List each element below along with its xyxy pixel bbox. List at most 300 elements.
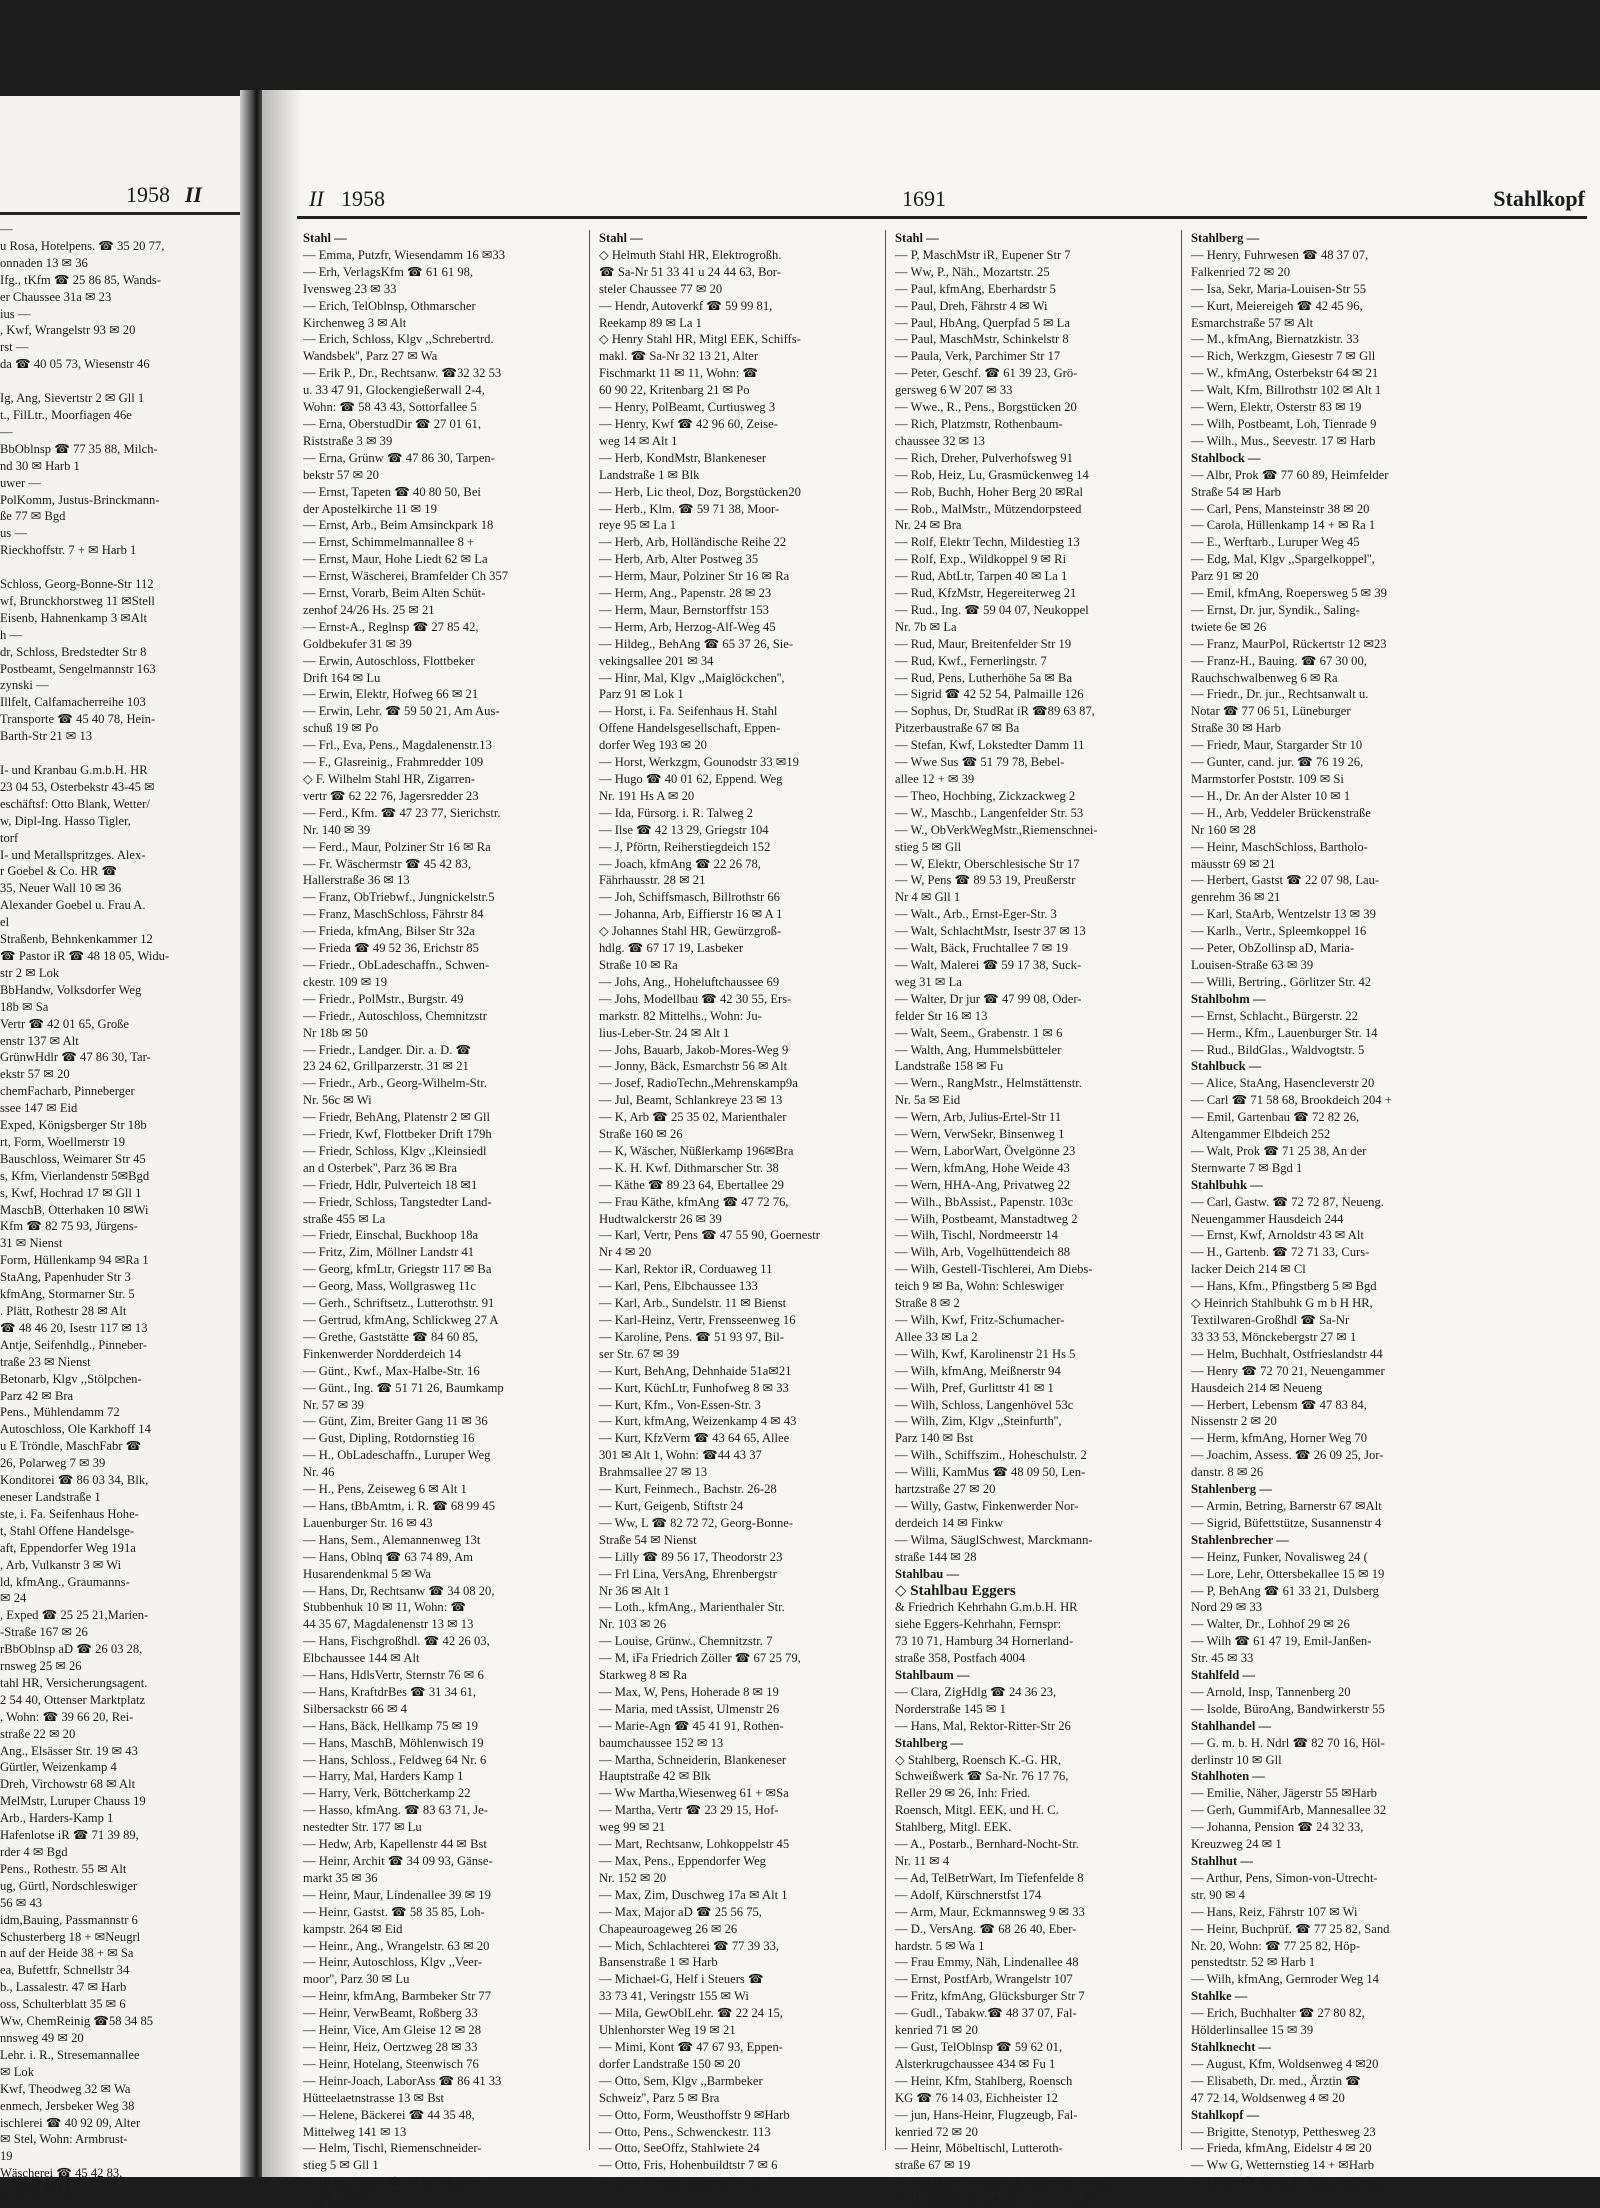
directory-entry-line: — Lilly ☎ 89 56 17, Theodorstr 23: [599, 1549, 783, 1564]
directory-entry-line: — Karl-Heinz, Vertr, Frensseenweg 16: [599, 1313, 796, 1327]
directory-entry-line: — Frl Lina, VersAng, Ehrenbergstr: [599, 1566, 777, 1581]
directory-entry-line: — Paul, Dreh, Fährstr 4 ✉ Wi: [895, 298, 1048, 313]
directory-entry-line: — H., Pens, Zeiseweg 6 ✉ Alt 1: [303, 1482, 467, 1497]
directory-entry-line: hartzstraße 27 ✉ 20: [895, 1482, 996, 1497]
directory-entry-line: dorfer Weg 193 ✉ 20: [599, 738, 707, 753]
directory-entry-line: Illfelt, Calfamacherreihe 103: [0, 695, 146, 710]
directory-entry-line: weg 14 ✉ Alt 1: [599, 433, 678, 448]
directory-entry-line: — Max, Pens., Eppendorfer Weg: [599, 1854, 766, 1868]
directory-entry-line: — Ernst, Maur, Hohe Liedt 62 ✉ La: [303, 552, 488, 567]
directory-entry-line: — Wilh, Postbeamt, Manstadtweg 2: [895, 1211, 1078, 1226]
directory-entry-line: — Walt, SchlachtMstr, Isestr 37 ✉ 13: [895, 924, 1086, 939]
directory-entry-line: n auf der Heide 38 + ✉ Sa: [0, 1946, 134, 1961]
directory-entry-line: , Wohn: ☎ 39 66 20, Rei-: [0, 1709, 134, 1724]
directory-entry-line: Stahlfeld —: [1191, 1668, 1256, 1683]
directory-entry-line: Textilwaren-Großhdl ☎ Sa-Nr: [1191, 1313, 1350, 1327]
directory-entry-line: — H., ObLadeschaffn., Luruper Weg: [303, 1448, 491, 1463]
directory-entry-line: — Friedr, Schloss, Tangstedter Land-: [303, 1194, 492, 1209]
directory-entry-line: — Erwin, Autoschloss, Flottbeker: [303, 653, 475, 668]
directory-entry-line: — Johs, Bauarb, Jakob-Mores-Weg 9: [599, 1042, 789, 1057]
directory-entry-line: ◇ F. Wilhelm Stahl HR, Zigarren-: [303, 772, 475, 786]
directory-entry-line: — D., VersAng. ☎ 68 26 40, Eber-: [895, 1921, 1077, 1936]
directory-entry-line: — Ilse ☎ 42 13 29, Griegstr 104: [599, 822, 769, 837]
directory-entry-line: weg 31 ✉ La: [895, 974, 962, 989]
right-page-volume: II: [309, 186, 324, 211]
directory-entry-line: Kreuzweg 24 ✉ 1: [1191, 1837, 1282, 1852]
directory-entry-line: Nr. 191 Hs A ✉ 20: [599, 788, 695, 803]
directory-entry-line: Altengammer Elbdeich 252: [1191, 1127, 1331, 1142]
directory-entry-line: — Rud., Ing. ☎ 59 04 07, Neukoppel: [895, 602, 1089, 617]
directory-entry-line: — Johs, Ang., Hoheluftchaussee 69: [599, 974, 780, 989]
directory-entry-line: ◇ Stahlbau Eggers: [895, 1582, 1016, 1599]
directory-entry-line: — Sigrid ☎ 42 52 54, Palmaille 126: [895, 687, 1084, 702]
directory-entry-line: — Wwe Sus ☎ 51 79 78, Bebel-: [895, 755, 1065, 770]
directory-entry-line: stieg 5 ✉ Gll: [895, 839, 962, 854]
directory-entry-line: — Ernst, Dr. jur, Syndik., Saling-: [1191, 602, 1360, 617]
directory-entry-line: — Wilh, Kwf, Fritz-Schumacher-: [895, 1313, 1065, 1327]
directory-entry-line: — Gunter, cand. jur. ☎ 76 19 26,: [1191, 755, 1364, 770]
directory-entry-line: — Kurt, BehAng, Dehnhaide 51a✉21: [599, 1363, 792, 1378]
directory-entry-line: Nord 29 ✉ 33: [1191, 1600, 1263, 1615]
directory-entry-line: — Friedr, Schloss, Klgv ,,Kleinsiedl: [303, 1143, 487, 1158]
directory-entry-line: enmech, Jersbeker Weg 38: [0, 2098, 135, 2113]
directory-entry-line: — Herm., Kfm., Lauenburger Str. 14: [1191, 1025, 1378, 1040]
directory-entry-line: — Friedr., Dr. jur., Rechtsanwalt u.: [1191, 687, 1369, 702]
directory-entry-line: — Adolf, Kürschnerstfst 174: [895, 1887, 1042, 1902]
directory-entry-line: Parz 140 ✉ Bst: [895, 1431, 974, 1446]
directory-entry-line: 47 72 14, Woldsenweg 4 ✉ 20: [1191, 2090, 1345, 2105]
directory-entry-line: rst —: [0, 340, 29, 355]
directory-entry-line: — Joachim, Assess. ☎ 26 09 25, Jor-: [1191, 1448, 1384, 1463]
left-page: [0, 96, 240, 2198]
directory-entry-line: ug, Gürtl, Nordschleswiger: [0, 1878, 138, 1893]
directory-entry-line: — Harry, Mal, Harders Kamp 1: [303, 1769, 464, 1784]
directory-entry-line: nestedter Str. 177 ✉ Lu: [303, 1820, 422, 1835]
directory-entry-line: — Kurt, KüchLtr, Funhofweg 8 ✉ 33: [599, 1380, 789, 1395]
directory-entry-line: Kwf, Theodweg 32 ✉ Wa: [0, 2081, 131, 2096]
directory-entry-line: kfmAng, Stormarner Str. 5: [0, 1287, 135, 1302]
directory-entry-line: BbOblnsp ☎ 77 35 88, Milch-: [0, 441, 158, 456]
directory-entry-line: s, Kfm, Vierlandenstr 5✉Bgd: [0, 1168, 150, 1183]
directory-entry-line: Nr. 103 ✉ 26: [599, 1617, 667, 1632]
directory-entry-line: traße 36 ✉ 13: [0, 2183, 71, 2198]
directory-entry-line: — Günt., Ing. ☎ 51 71 26, Baumkamp: [303, 1380, 504, 1395]
directory-entry-line: Wohn: ☎ 58 43 43, Sottorfallee 5: [303, 400, 477, 415]
directory-entry-line: — Emil, Gartenbau ☎ 72 82 26,: [1191, 1110, 1360, 1125]
directory-entry-line: — Ww, L ☎ 82 72 72, Georg-Bonne-: [599, 1515, 794, 1530]
directory-entry-line: Fährhausstr. 28 ✉ 21: [599, 873, 706, 888]
directory-entry-line: — Willi, Bertring., Görlitzer Str. 42: [1191, 974, 1372, 989]
directory-entry-line: torf: [0, 830, 19, 845]
directory-entry-line: — Karl, StaArb, Wentzelstr 13 ✉ 39: [1191, 907, 1376, 922]
directory-entry-line: — Franz, ObTriebwf., Jungnickelstr.5: [303, 890, 495, 905]
directory-entry-line: — Heinr, Vice, Am Gleise 12 ✉ 28: [303, 2023, 481, 2038]
directory-entry-line: — Wilh, kfmAng, Gernroder Weg 14: [1191, 1972, 1379, 1987]
directory-entry-line: penstedtstr. 52 ✉ Harb 1: [1191, 1955, 1316, 1970]
directory-entry-line: — Arnold, Insp, Tannenberg 20: [1191, 1684, 1351, 1699]
directory-entry-line: ischlerei ☎ 40 92 09, Alter: [0, 2115, 141, 2130]
directory-entry-line: der Apostelkirche 11 ✉ 19: [303, 501, 437, 516]
directory-entry-line: ld, kfmAng., Graumanns-: [0, 1574, 130, 1589]
directory-entry-line: Straße 54 ✉ Nienst: [599, 1532, 697, 1547]
directory-entry-line: — Carl, Pens, Mansteinstr 38 ✉ 20: [1191, 501, 1370, 516]
directory-entry-line: — Heinr, Maur, Lindenallee 39 ✉ 19: [303, 1887, 491, 1902]
directory-entry-line: — Herm, Maur, Bernstorffstr 153: [599, 602, 769, 617]
directory-entry-line: — Arthur, Pens, Simon-von-Utrecht-: [1191, 1870, 1378, 1885]
directory-entry-line: — Rich, Dreher, Pulverhofsweg 91: [895, 450, 1073, 465]
directory-entry-line: — Otto, Form, Weusthoffstr 9 ✉Harb: [599, 2107, 790, 2122]
directory-entry-line: — Wilh, Schloss, Langenhövel 53c: [895, 1397, 1074, 1412]
directory-entry-line: rnsweg 25 ✉ 26: [0, 1659, 82, 1674]
directory-entry-line: ✉ Stel, Wohn: Armbrust-: [0, 2132, 128, 2147]
directory-entry-line: — Wilh ☎ 61 47 19, Emil-Janßen-: [1191, 1634, 1372, 1649]
directory-entry-line: — Herm, Maur, Polziner Str 16 ✉ Ra: [599, 569, 790, 584]
directory-entry-line: — Maria, med tAssist, Ulmenstr 26: [599, 1701, 780, 1716]
directory-entry-line: — Friedr., Arb., Georg-Wilhelm-Str.: [303, 1076, 487, 1091]
directory-entry-line: Pens., Rothestr. 55 ✉ Alt: [0, 1861, 127, 1876]
directory-entry-line: — Wwe., R., Pens., Borgstücken 20: [895, 400, 1077, 415]
page-keyword: Stahlkopf: [1493, 186, 1585, 211]
directory-entry-line: gersweg 6 W 207 ✉ 33: [895, 383, 1013, 398]
directory-entry-line: — Martha, Schneiderin, Blankeneser: [599, 1752, 787, 1767]
directory-entry-line: — Rud, AbtLtr, Tarpen 40 ✉ La 1: [895, 569, 1068, 584]
directory-entry-line: — Henry ☎ 72 70 21, Neuengammer: [1191, 1363, 1385, 1378]
directory-entry-line: — Heinr, Archit ☎ 34 09 93, Gänse-: [303, 1854, 493, 1868]
directory-entry-line: — Karl, Arb., Sundelstr. 11 ✉ Bienst: [599, 1296, 787, 1311]
directory-column-3: [891, 230, 1177, 2208]
directory-entry-line: ◇ Stahlberg, Roensch K.-G. HR,: [895, 1752, 1062, 1767]
directory-entry-line: Marmstorfer Poststr. 109 ✉ Si: [1191, 772, 1344, 786]
directory-entry-line: Postbeamt, Sengelmannstr 163: [0, 661, 156, 676]
directory-entry-line: — Emma, Putzfr, Wiesendamm 16 ✉33: [303, 247, 506, 262]
directory-entry-line: -Straße 167 ✉ 26: [0, 1625, 88, 1640]
directory-entry-line: — Hedw, Arb, Kapellenstr 44 ✉ Bst: [303, 1837, 487, 1852]
directory-entry-line: — Wern., RangMstr., Helmstättenstr.: [895, 1076, 1082, 1091]
directory-entry-line: Nr. 57 ✉ 39: [303, 1397, 364, 1412]
directory-entry-line: — Josef, RadioTechn.,Mehrenskamp9a: [599, 1076, 798, 1091]
directory-entry-line: — Wilh, Zim, Klgv ,,Steinfurth'',: [895, 1414, 1062, 1429]
directory-entry-line: — Wern, Elektr, Osterstr 83 ✉ 19: [1191, 400, 1362, 415]
directory-entry-line: — Fritz, kfmAng, Glücksburger Str 7: [895, 1989, 1085, 2004]
column-divider: [885, 230, 886, 2150]
directory-entry-line: — Frieda, kfmAng, Bilser Str 32a: [303, 924, 475, 939]
directory-entry-line: 2 54 40, Ottenser Marktplatz: [0, 1692, 146, 1707]
directory-entry-line: Finkenwerder Nordderdeich 14: [303, 1346, 462, 1361]
directory-entry-line: u. 33 47 91, Glockengießerwall 2-4,: [303, 383, 485, 398]
directory-entry-line: — Otto, Stauerv, Hoctenaustr 2 +: [599, 2175, 768, 2190]
directory-entry-line: — Friedr, BehAng, Platenstr 2 ✉ Gll: [303, 1110, 491, 1125]
directory-entry-line: — Loth., kfmAng., Marienthaler Str.: [599, 1600, 785, 1615]
directory-entry-line: Str. 45 ✉ 33: [1191, 1651, 1254, 1666]
directory-entry-line: — Wilh, Gestell-Tischlerei, Am Diebs-: [895, 1262, 1093, 1277]
directory-entry-line: — Lore, Lehr, Ottersbekallee 15 ✉ 19: [1191, 1566, 1385, 1581]
directory-entry-line: Starkweg 8 ✉ Ra: [599, 1668, 687, 1683]
directory-entry-line: — Otto, Sem, Klgv ,,Barmbeker: [599, 2073, 763, 2088]
directory-entry-line: — Isa, Sekr, Maria-Louisen-Str 55: [1191, 281, 1367, 296]
directory-entry-line: BbHandw, Volksdorfer Weg: [0, 982, 142, 997]
directory-entry-line: — Erik P., Dr., Rechtsanw. ☎32 32 53: [303, 366, 502, 381]
directory-entry-line: nd 30 ✉ Harb 1: [0, 458, 80, 473]
directory-entry-line: — F., Glasreinig., Frahmredder 109: [303, 755, 484, 770]
directory-entry-line: Dreh, Virchowstr 68 ✉ Alt: [0, 1777, 136, 1792]
directory-entry-line: mäusstr 69 ✉ 21: [1191, 856, 1276, 871]
directory-entry-line: — Hildeg., BehAng ☎ 65 37 26, Sie-: [599, 636, 794, 651]
directory-entry-line: — Walt, Prok ☎ 71 25 38, An der: [1191, 1143, 1367, 1158]
directory-entry-line: StaAng, Papenhuder Str 3: [0, 1270, 131, 1285]
directory-entry-line: — jun, Heinr, kfmAng, Eidelstedter Weg 2: [895, 2175, 1112, 2190]
directory-entry-line: Straßenb, Behnkenkammer 12: [0, 932, 153, 947]
directory-entry-line: — Wern, kfmAng, Hohe Weide 43: [895, 1160, 1070, 1175]
directory-entry-line: Alexander Goebel u. Frau A.: [0, 898, 146, 913]
directory-entry-line: — Kurt, Kfm., Von-Essen-Str. 3: [599, 1397, 761, 1412]
directory-entry-line: Lauenburger Str. 16 ✉ 43: [303, 1515, 433, 1530]
directory-entry-line: — Paul, MaschMstr, Schinkelstr 8: [895, 332, 1069, 347]
directory-entry-line: — Hans, Oblnq ☎ 63 74 89, Am: [303, 1549, 473, 1564]
directory-entry-line: — Herb, Arb, Holländische Reihe 22: [599, 535, 787, 550]
directory-entry-line: Offene Handelsgesellschaft, Eppen-: [599, 721, 781, 736]
directory-entry-line: — Kurt, Feinmech., Bachstr. 26-28: [599, 1482, 777, 1497]
directory-entry-line: — Henry, Fuhrwesen ☎ 48 37 07,: [1191, 247, 1369, 262]
directory-entry-line: straße 455 ✉ La: [303, 1211, 386, 1226]
directory-entry-line: — Paul, HbAng, Querpfad 5 ✉ La: [895, 315, 1070, 330]
directory-entry-line: eneser Landstraße 1: [0, 1489, 101, 1504]
directory-entry-line: — Wern, HHA-Ang, Privatweg 22: [895, 1177, 1071, 1192]
directory-entry-line: Hudtwalckerstr 26 ✉ 39: [599, 1211, 722, 1226]
directory-entry-line: — Walt., Arb., Ernst-Eger-Str. 3: [895, 907, 1057, 922]
right-page-year: 1958: [341, 186, 385, 211]
directory-entry-line: Nr. 140 ✉ 39: [303, 822, 371, 837]
directory-entry-line: — Friedr, Einschal, Buckhoop 18a: [303, 1228, 479, 1243]
directory-entry-line: — Rolf, Exp., Wildkoppel 9 ✉ Ri: [895, 552, 1067, 567]
directory-entry-line: — Erich, Buchhalter ☎ 27 80 82,: [1191, 2006, 1365, 2021]
directory-entry-line: ckestr. 109 ✉ 19: [303, 974, 388, 989]
directory-entry-line: idm,Bauing, Passmannstr 6: [0, 1912, 138, 1927]
directory-entry-line: Kfm ☎ 82 75 93, Jürgens-: [0, 1219, 138, 1234]
directory-entry-line: Stahlbau —: [895, 1566, 960, 1581]
directory-entry-line: dr, Schloss, Bredstedter Str 8: [0, 644, 147, 659]
directory-entry-line: derlinstr 10 ✉ Gll: [1191, 1752, 1282, 1767]
directory-entry-line: bekstr 57 ✉ 20: [303, 467, 379, 482]
directory-entry-line: — Wilh, Pref, Gurlittstr 41 ✉ 1: [895, 1380, 1054, 1395]
directory-entry-line: — Carl, Gastw. ☎ 72 72 87, Neueng.: [1191, 1194, 1384, 1209]
directory-entry-line: lius-Leber-Str. 24 ✉ Alt 1: [599, 1025, 730, 1040]
directory-entry-line: — Walt, Bäck, Fruchtallee 7 ✉ 19: [895, 941, 1068, 956]
directory-entry-line: . Plätt, Rothestr 28 ✉ Alt: [0, 1304, 127, 1318]
directory-entry-line: — Wilh, kfmAng, Meißnerstr 94: [895, 1363, 1061, 1378]
directory-entry-line: — Ida, Fürsorg. i. R. Talweg 2: [599, 805, 753, 820]
directory-entry-line: Rauchschwalbenweg 6 ✉ Ra: [1191, 670, 1338, 685]
directory-entry-line: — K, Wäscher, Nüßlerkamp 196✉Bra: [599, 1143, 794, 1158]
directory-entry-line: Stahlhut —: [1191, 1854, 1253, 1868]
directory-entry-line: — Frau Käthe, kfmAng ☎ 47 72 76,: [599, 1194, 789, 1209]
directory-entry-line: kenried 71 ✉ 20: [895, 2023, 978, 2038]
directory-entry-line: Straße 8 ✉ 2: [895, 1296, 960, 1311]
directory-entry-line: Neuengammer Hausdeich 244: [1191, 1211, 1344, 1226]
directory-entry-line: Parz 42 ✉ Bra: [0, 1388, 74, 1403]
directory-entry-line: — Wilma, SäuglSchwest, Marckmann-: [895, 1532, 1093, 1547]
directory-column-4: [1187, 230, 1481, 2191]
directory-entry-line: Stahlbaum —: [895, 1668, 970, 1683]
directory-entry-line: [0, 745, 232, 762]
directory-entry-line: — Wern, VerwSekr, Binsenweg 1: [895, 1127, 1065, 1142]
directory-entry-line: — Hugo ☎ 40 01 62, Eppend. Weg: [599, 772, 783, 786]
directory-entry-line: — Heinr, Möbeltischl, Lutteroth-: [895, 2141, 1063, 2156]
directory-entry-line: — Albr, Prok ☎ 77 60 89, Heimfelder: [1191, 467, 1389, 482]
directory-entry-line: ssee 147 ✉ Eid: [0, 1101, 78, 1116]
directory-entry-line: — Arm, Maur, Eckmannsweg 9 ✉ 33: [895, 1904, 1085, 1919]
directory-entry-line: Eisenb, Hahnenkamp 3 ✉Alt: [0, 610, 147, 625]
directory-entry-line: ser Str. 67 ✉ 39: [599, 1346, 680, 1361]
directory-entry-line: — Erich, TelOblnsp, Othmarscher: [303, 298, 476, 313]
directory-entry-line: — Frl., Eva, Pens., Magdalenenstr.13: [303, 738, 492, 753]
directory-entry-line: Hafenlotse iR ☎ 71 39 89,: [0, 1828, 139, 1843]
directory-entry-line: rBbOblnsp aD ☎ 26 03 28,: [0, 1642, 143, 1657]
directory-entry-line: rt, Form, Woellmerstr 19: [0, 1134, 126, 1149]
directory-entry-line: — Armin, Betring, Barnerstr 67 ✉Alt: [1191, 1498, 1382, 1513]
directory-entry-line: Schweiz'', Parz 5 ✉ Bra: [599, 2090, 720, 2105]
directory-entry-line: — Franz-H., Bauing. ☎ 67 30 00,: [1191, 653, 1367, 668]
directory-entry-line: h —: [0, 627, 23, 642]
directory-entry-line: Stahlbuhk —: [1191, 1177, 1263, 1192]
directory-entry-line: — Heinr., Ang., Wrangelstr. 63 ✉ 20: [303, 1938, 490, 1953]
directory-entry-line: Schweißwerk ☎ Sa-Nr. 76 17 76,: [895, 1769, 1069, 1784]
directory-entry-line: t., FilLtr., Moorfiagen 46e: [0, 407, 132, 422]
directory-entry-line: — Heinr, ElSchweiß., Sudermannstr. 6: [895, 2192, 1092, 2207]
directory-entry-line: aft, Eppendorfer Weg 191a: [0, 1540, 136, 1555]
directory-entry-line: — Ernst, Tapeten ☎ 40 80 50, Bei: [303, 484, 481, 499]
directory-entry-line: — Otto, Fris, Hohenbuildtstr 7 ✉ 6: [599, 2158, 778, 2173]
directory-entry-line: u E Tröndle, MaschFabr ☎: [0, 1439, 142, 1454]
directory-entry-line: — Wern, LaborWart, Övelgönne 23: [895, 1143, 1076, 1158]
directory-entry-line: — Hans, Reiz, Fährstr 107 ✉ Wi: [1191, 1904, 1358, 1919]
directory-entry-line: Nr. 24 ✉ Bra: [895, 518, 962, 533]
directory-entry-line: Norderstraße 145 ✉ 1: [895, 1701, 1006, 1716]
directory-entry-line: Hölderlinsallee 15 ✉ 39: [1191, 2023, 1314, 2038]
directory-entry-line: — Wilh, Postbeamt, Loh, Tienrade 9: [1191, 416, 1377, 431]
directory-entry-line: — Ernst, Schlacht., Bürgerstr. 22: [1191, 1008, 1358, 1023]
directory-entry-line: an d Osterbek'', Parz 36 ✉ Bra: [303, 1160, 457, 1175]
directory-entry-line: Nissenstr 2 ✉ 20: [1191, 1414, 1277, 1429]
directory-entry-line: — Carola, Hüllenkamp 14 + ✉ Ra 1: [1191, 518, 1376, 533]
directory-entry-line: Nr. 20, Wohn: ☎ 77 25 82, Höp-: [1191, 1938, 1361, 1953]
column-divider: [589, 230, 590, 2150]
directory-entry-line: ☎ Sa-Nr 51 33 41 u 24 44 63, Bor-: [599, 264, 781, 279]
directory-entry-line: — Ernst, Vorarb, Beim Alten Schüt-: [303, 586, 486, 601]
directory-entry-line: ste, i. Fa. Seifenhaus Hohe-: [0, 1506, 139, 1521]
directory-entry-line: da ☎ 40 05 73, Wiesenstr 46: [0, 357, 150, 372]
directory-entry-line: — Karl, Rektor iR, Corduaweg 11: [599, 1262, 773, 1277]
directory-entry-line: ea, Bufettfr, Schnellstr 34: [0, 1963, 130, 1978]
directory-entry-line: enstr 137 ✉ Alt: [0, 1033, 79, 1048]
directory-entry-line: — Wilh., BbAssist., Papenstr. 103c: [895, 1194, 1074, 1209]
directory-entry-line: — Rud., BildGlas., Waldvogtstr. 5: [1191, 1042, 1365, 1057]
directory-entry-line: Nr 18b ✉ 50: [303, 1025, 368, 1040]
directory-entry-line: ☎ Pastor iR ☎ 48 18 05, Widu-: [0, 948, 170, 963]
directory-entry-line: — J, Pförtn, Reiherstiegdeich 152: [599, 839, 771, 854]
directory-entry-line: Notar ☎ 77 06 51, Lüneburger: [1191, 704, 1351, 719]
directory-entry-line: — Karoline, Pens. ☎ 51 93 97, Bil-: [599, 1329, 784, 1344]
directory-entry-line: Stahlberg —: [1191, 231, 1260, 245]
directory-entry-line: KG ☎ 76 14 03, Eichheister 12: [895, 2090, 1058, 2105]
directory-entry-line: — Wilh, Tischl, Nordmeerstr 14: [895, 1228, 1058, 1243]
directory-entry-line: Ww, ChemReinig ☎58 34 85: [0, 2014, 154, 2029]
directory-entry-line: — Rud, KfzMstr, Hegereiterweg 21: [895, 586, 1077, 601]
directory-entry-line: — Helm, Tischl ☎ 47 82 34, Rain-: [303, 2175, 485, 2190]
directory-entry-line: ☎ 48 46 20, Isestr 117 ✉ 13: [0, 1320, 148, 1335]
directory-entry-line: markt 35 ✉ 36: [303, 1870, 378, 1885]
directory-entry-line: — Ernst, Wäscherei, Bramfelder Ch 357: [303, 569, 509, 584]
directory-entry-line: felder Str 16 ✉ 13: [895, 1008, 988, 1023]
directory-entry-line: Straße 30 ✉ Harb: [1191, 721, 1281, 736]
directory-entry-line: & Friedrich Kehrhahn G.m.b.H. HR: [895, 1600, 1078, 1615]
directory-entry-line: — Willi, KamMus ☎ 48 09 50, Len-: [895, 1465, 1086, 1480]
directory-entry-line: markstr. 82 Mittelhs., Wohn: Ju-: [599, 1008, 762, 1023]
directory-entry-line: ekstr 57 ✉ 20: [0, 1067, 70, 1082]
directory-entry-line: — Emil, kfmAng, Roepersweg 5 ✉ 39: [1191, 586, 1387, 601]
directory-entry-line: , Exped ☎ 25 25 21,Marien-: [0, 1608, 149, 1623]
directory-entry-line: Stahlbock —: [1191, 450, 1261, 465]
directory-entry-line: Stubbenhuk 10 ✉ 11, Wohn: ☎: [303, 1600, 467, 1615]
directory-entry-line: — Friedr, Kwf, Flottbeker Drift 179h: [303, 1127, 492, 1142]
directory-entry-line: — Herbert, Gastst ☎ 22 07 98, Lau-: [1191, 873, 1380, 888]
directory-entry-line: — Rud, Maur, Breitenfelder Str 19: [895, 636, 1072, 651]
directory-entry-line: ✉ 24: [0, 1591, 27, 1606]
directory-entry-line: schuß 19 ✉ Po: [303, 721, 379, 736]
directory-entry-line: — Mimi, Kont ☎ 47 67 93, Eppen-: [599, 2039, 783, 2054]
directory-entry-line: — W., kfmAng, Osterbekstr 64 ✉ 21: [1191, 366, 1379, 381]
directory-entry-line: Wandsbek'', Parz 27 ✉ Wa: [303, 349, 438, 364]
directory-entry-line: 73 10 71, Hamburg 34 Hornerland-: [895, 1634, 1074, 1649]
directory-entry-line: — Rob, Heiz, Lu, Grasmückenweg 14: [895, 467, 1089, 482]
directory-entry-line: — Ad, TelBetrWart, Im Tiefenfelde 8: [895, 1870, 1084, 1885]
directory-entry-line: zynski —: [0, 678, 49, 693]
directory-entry-line: Stahlbohm —: [1191, 991, 1266, 1006]
directory-entry-line: — Karl, Vertr, Pens ☎ 47 55 90, Goernestr: [599, 1228, 820, 1243]
directory-entry-line: — Edg, Mal, Klgv ,,Spargelkoppel'',: [1191, 552, 1375, 567]
directory-entry-line: 23 04 53, Osterbekstr 43-45 ✉: [0, 779, 155, 794]
directory-entry-line: — W., ObVerkWegMstr.,Riemenschnei-: [895, 822, 1098, 837]
directory-entry-line: Allee 33 ✉ La 2: [895, 1329, 978, 1344]
directory-entry-line: — Peter, Geschf. ☎ 61 39 23, Grö-: [895, 366, 1078, 381]
directory-entry-line: Hauptstraße 42 ✉ Blk: [599, 1769, 711, 1784]
directory-entry-line: — Rud, Pens, Lutherhöhe 5a ✉ Ba: [895, 670, 1073, 685]
directory-entry-line: Ang., Elsässer Str. 19 ✉ 43: [0, 1743, 138, 1758]
directory-entry-line: — Hendr, Autoverkf ☎ 59 99 81,: [599, 298, 773, 313]
directory-entry-line: — Peter, ObZollinsp aD, Maria-: [1191, 941, 1355, 956]
directory-entry-line: — Ernst, Schimmelmannallee 8 +: [303, 535, 475, 550]
directory-entry-line: 35, Neuer Wall 10 ✉ 36: [0, 881, 122, 896]
directory-entry-line: — Georg, Mass, Wollgrasweg 11c: [303, 1279, 476, 1294]
directory-entry-line: — Ww, P., Näh., Mozartstr. 25: [895, 264, 1050, 279]
directory-entry-line: — K, Arb ☎ 25 35 02, Marienthaler: [599, 1110, 787, 1125]
directory-entry-line: — E., Werftarb., Luruper Weg 45: [1191, 535, 1360, 550]
directory-entry-line: — Gust, Dipling, Rotdornstieg 16: [303, 1431, 475, 1446]
directory-entry-line: — Rolf, Elektr Techn, Mildestieg 13: [895, 535, 1080, 550]
directory-entry-line: Silbersackstr 66 ✉ 4: [303, 1701, 407, 1716]
directory-entry-line: — Erwin, Lehr. ☎ 59 50 21, Am Aus-: [303, 704, 500, 719]
directory-entry-line: [0, 559, 232, 576]
directory-entry-line: — Heinr, Heiz, Oertzweg 28 ✉ 33: [303, 2039, 478, 2054]
left-page-year: 1958: [126, 182, 170, 207]
left-page-volume: II: [184, 182, 202, 207]
directory-entry-line: Rieckhoffstr. 7 + ✉ Harb 1: [0, 543, 137, 558]
directory-entry-line: — Friedr, Hdlr, Pulverteich 18 ✉1: [303, 1177, 478, 1192]
directory-entry-line: — Erwin, Elektr, Hofweg 66 ✉ 21: [303, 687, 479, 702]
directory-entry-line: 18b ✉ Sa: [0, 999, 49, 1014]
directory-entry-line: — Mich, Schlachterei ☎ 77 39 33,: [599, 1938, 780, 1953]
directory-entry-line: Bansenstraße 1 ✉ Harb: [599, 1955, 718, 1970]
directory-entry-line: Ifg., tKfm ☎ 25 86 85, Wands-: [0, 272, 162, 287]
